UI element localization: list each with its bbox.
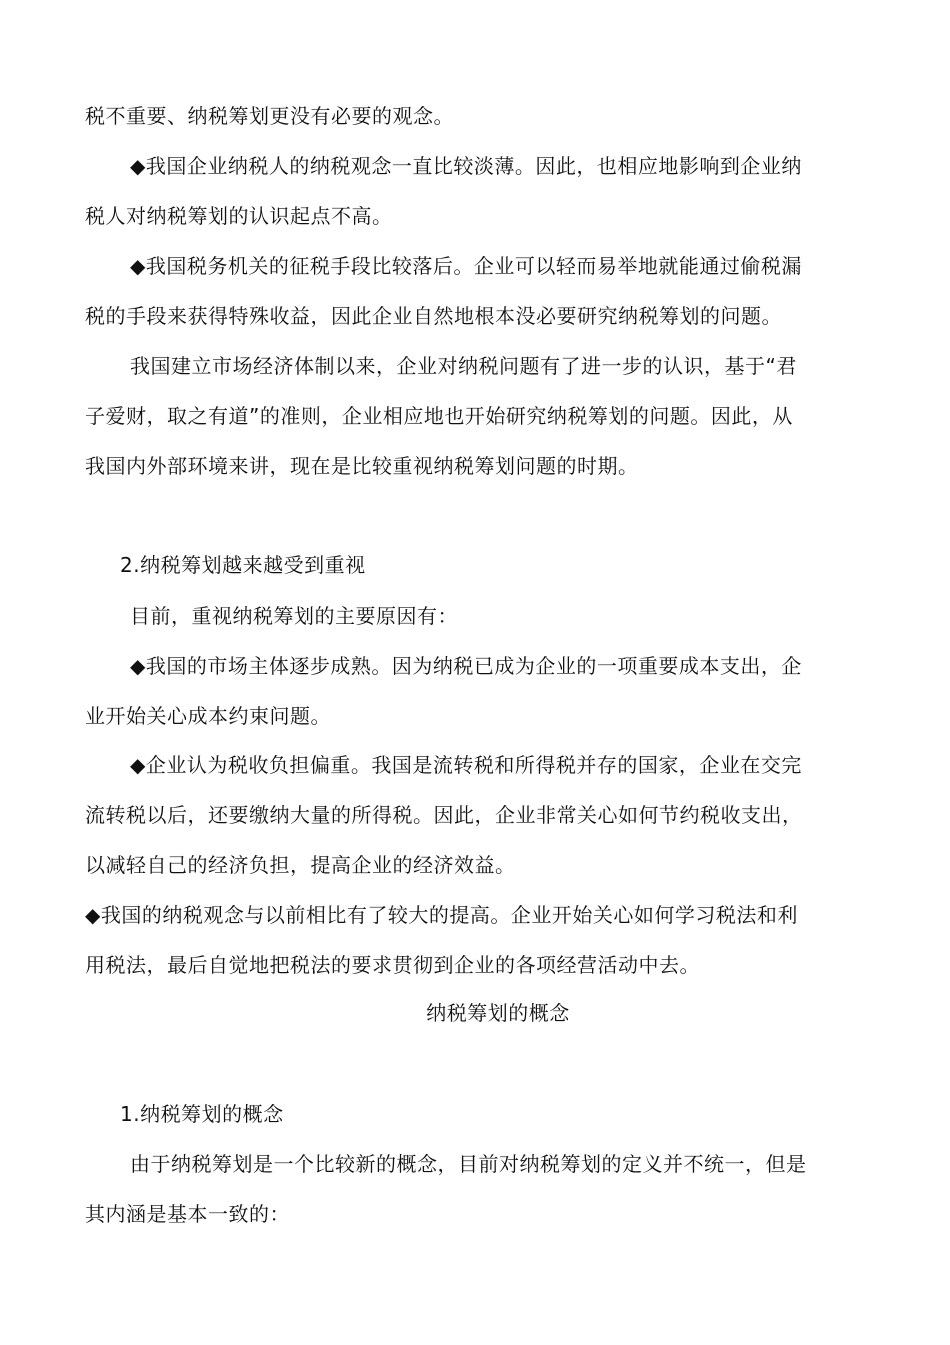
text-line: 我国内外部环境来讲，现在是比较重视纳税筹划问题的时期。 <box>85 454 639 478</box>
bullet-paragraph-line: ◆我国税务机关的征税手段比较落后。企业可以轻而易举地就能通过偷税漏 <box>130 254 802 278</box>
paragraph-line: 由于纳税筹划是一个比较新的概念，目前对纳税筹划的定义并不统一，但是 <box>130 1152 807 1176</box>
paragraph-line: 我国建立市场经济体制以来，企业对纳税问题有了进一步的认识，基于“君 <box>130 354 797 378</box>
text-line: 子爱财，取之有道”的准则，企业相应地也开始研究纳税筹划的问题。因此，从 <box>85 404 793 428</box>
bullet-paragraph-line: ◆我国的市场主体逐步成熟。因为纳税已成为企业的一项重要成本支出，企 <box>130 654 802 678</box>
text-line: 用税法，最后自觉地把税法的要求贯彻到企业的各项经营活动中去。 <box>85 953 700 977</box>
text-line: 业开始关心成本约束问题。 <box>85 704 331 728</box>
text-line: 税的手段来获得特殊收益，因此企业自然地根本没必要研究纳税筹划的问题。 <box>85 304 782 328</box>
text-line: 税不重要、纳税筹划更没有必要的观念。 <box>85 104 454 128</box>
bullet-paragraph-line: ◆我国企业纳税人的纳税观念一直比较淡薄。因此，也相应地影响到企业纳 <box>130 154 802 178</box>
bullet-paragraph-line: ◆我国的纳税观念与以前相比有了较大的提高。企业开始关心如何学习税法和利 <box>85 903 798 927</box>
text-line: 流转税以后，还要缴纳大量的所得税。因此，企业非常关心如何节约税收支出， <box>85 803 803 827</box>
centered-title: 纳税筹划的概念 <box>426 1001 570 1025</box>
text-line: 以减轻自己的经济负担，提高企业的经济效益。 <box>85 853 516 877</box>
bullet-paragraph-line: ◆企业认为税收负担偏重。我国是流转税和所得税并存的国家，企业在交完 <box>130 753 802 777</box>
section-heading: 2.纳税筹划越来越受到重视 <box>120 553 366 577</box>
text-line: 其内涵是基本一致的： <box>85 1202 290 1226</box>
text-line: 税人对纳税筹划的认识起点不高。 <box>85 204 393 228</box>
paragraph-line: 目前，重视纳税筹划的主要原因有： <box>130 604 458 628</box>
section-heading: 1.纳税筹划的概念 <box>120 1102 284 1126</box>
